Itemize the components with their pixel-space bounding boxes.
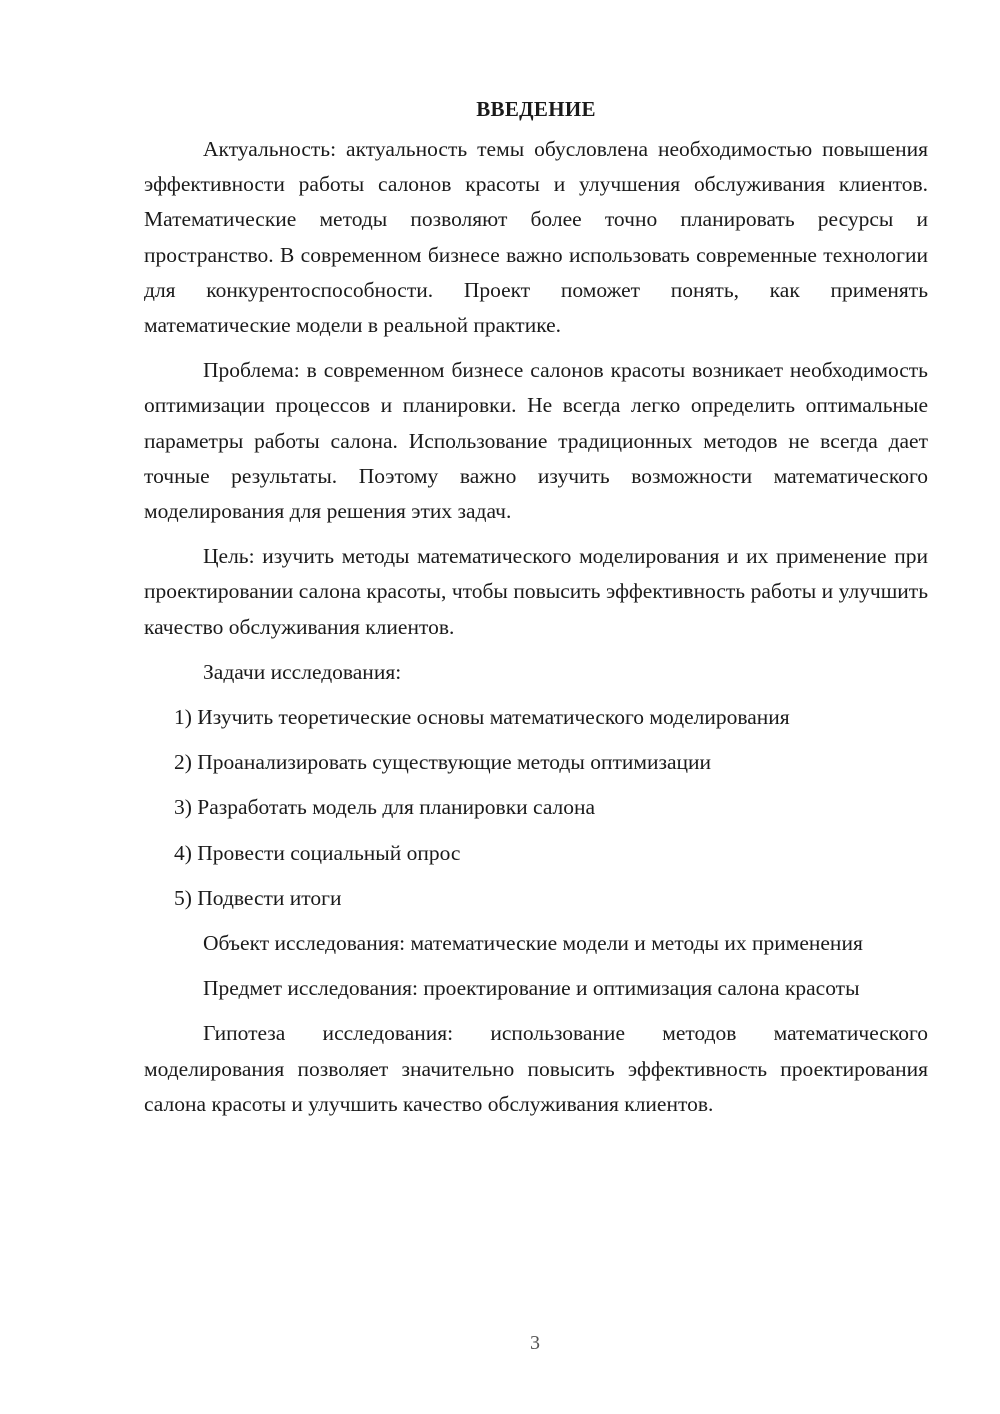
task-item-5: 5) Подвести итоги (174, 885, 342, 910)
document-page (144, 92, 928, 1122)
page-number: 3 (530, 1332, 540, 1354)
task-item-4: 4) Провести социальный опрос (174, 840, 461, 865)
subject-paragraph: Предмет исследования: проектирование и оптимизация салона красоты (203, 976, 860, 1001)
page-title: ВВЕДЕНИЕ (476, 97, 596, 121)
task-item-2: 2) Проанализировать существующие методы оптимизации (174, 750, 712, 775)
task-item-1: 1) Изучить теоретические основы математического моделирования (174, 705, 790, 730)
goal-paragraph: Цель: изучить методы математического моделирования и их применение при проектировании салона красоты, чтобы повысить эффективность работы и улучшить качество обслуживания клиентов. (144, 544, 928, 639)
relevance-paragraph: Актуальность: актуальность темы обусловлена необходимостью повышения эффективности работы салонов красоты и улучшения обслуживания клиентов. Математические методы позволяют более точно планировать ресурсы и пространство. В современном бизнесе важно использовать современные технологии для конкурентоспособности. Проект поможет понять, как применять математические модели в реальной практике. (144, 137, 928, 338)
task-list (144, 700, 928, 916)
object-paragraph: Объект исследования: математические модели и методы их применения (203, 931, 863, 956)
tasks-title: Задачи исследования: (203, 659, 402, 684)
task-item-3: 3) Разработать модель для планировки салона (174, 795, 596, 820)
hypothesis-paragraph: Гипотеза исследования: использование методов математического моделирования позволяет значительно повысить эффективность проектирования салона красоты и улучшить качество обслуживания клиентов. (144, 1021, 928, 1116)
problem-paragraph: Проблема: в современном бизнесе салонов красоты возникает необходимость оптимизации процессов и планировки. Не всегда легко определить оптимальные параметры работы салона. Использование традиционных методов не всегда дает точные результаты. Поэтому важно изучить возможности математического моделирования для решения этих задач. (144, 358, 928, 524)
